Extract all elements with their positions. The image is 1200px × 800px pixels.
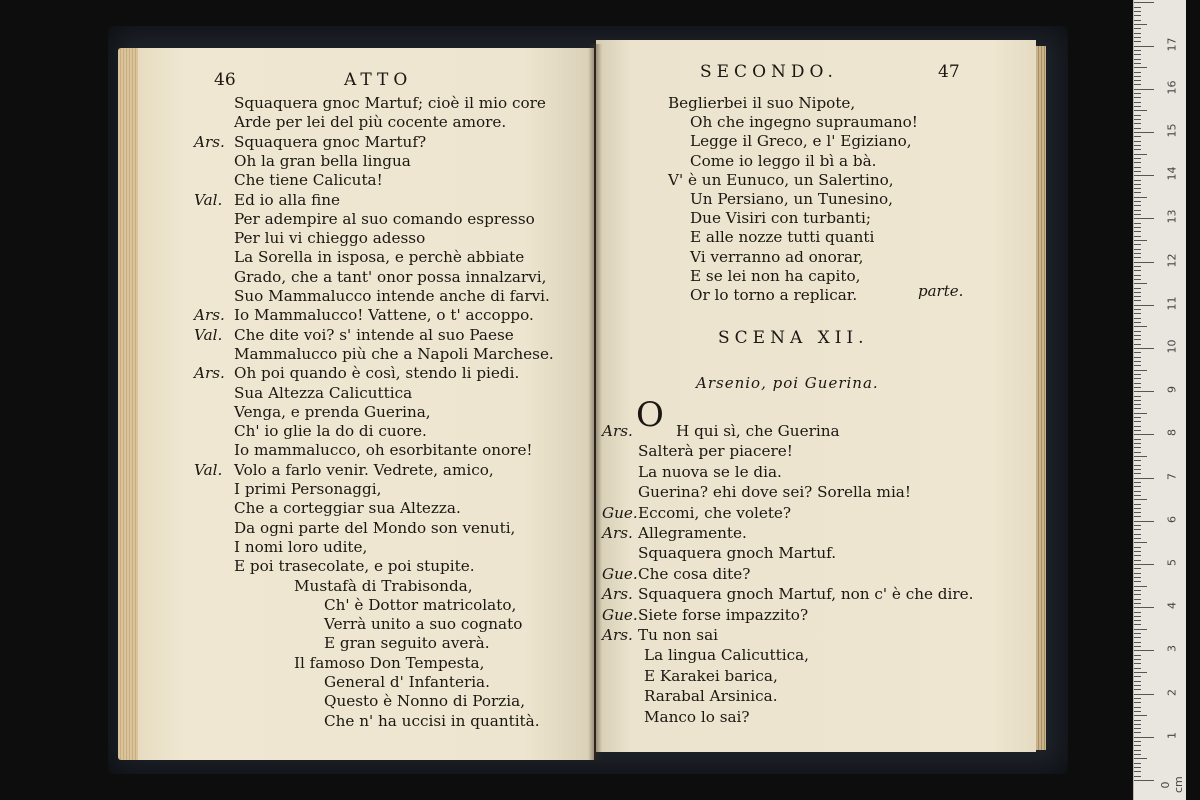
- verse-line: Per adempire al suo comando espresso: [234, 209, 535, 228]
- ruler-tick: [1134, 767, 1141, 768]
- verse-line: General d' Infanteria.: [324, 673, 490, 691]
- ruler-tick: [1134, 54, 1141, 55]
- speaker-label: Gue.: [602, 564, 638, 583]
- ruler-tick: [1134, 84, 1141, 85]
- ruler-tick: [1134, 404, 1141, 405]
- ruler-tick: [1134, 171, 1141, 172]
- ruler-tick: [1134, 162, 1141, 163]
- ruler-tick: [1134, 253, 1141, 254]
- ruler-tick: [1134, 361, 1141, 362]
- ruler-tick: [1134, 154, 1147, 155]
- ruler-tick: [1134, 231, 1141, 232]
- verse-line: Grado, che a tant' onor possa innalzarvi,: [234, 267, 547, 286]
- ruler-tick: [1134, 650, 1154, 651]
- verse-line: Il famoso Don Tempesta,: [294, 653, 485, 672]
- ruler-tick: [1134, 339, 1141, 340]
- ruler-tick: [1134, 102, 1141, 103]
- ruler-label: 5: [1165, 559, 1179, 566]
- ruler-tick: [1134, 110, 1147, 111]
- ruler-tick: [1134, 149, 1141, 150]
- ruler-label: 0 cm: [1159, 776, 1185, 793]
- ruler-tick: [1134, 158, 1141, 159]
- ruler-tick: [1134, 72, 1141, 73]
- ruler-tick: [1134, 542, 1147, 543]
- ruler-tick: [1134, 581, 1141, 582]
- verse-line: Oh la gran bella lingua: [234, 151, 411, 170]
- ruler-tick: [1134, 732, 1141, 733]
- ruler-tick: [1134, 728, 1141, 729]
- speaker-label: Ars.: [602, 422, 633, 440]
- ruler-tick: [1134, 188, 1141, 189]
- ruler-tick: [1134, 223, 1141, 224]
- ruler-tick: [1134, 218, 1154, 219]
- speaker-label: Val.: [194, 325, 223, 344]
- ruler-label: 14: [1165, 166, 1179, 181]
- ruler-tick: [1134, 309, 1141, 310]
- verse-line: Come io leggo il bì a bà.: [690, 151, 877, 170]
- ruler-tick: [1134, 2, 1154, 3]
- ruler-tick: [1134, 201, 1141, 202]
- ruler-tick: [1134, 555, 1141, 556]
- left-page: [138, 48, 594, 760]
- verse-line: Allegramente.: [638, 524, 747, 542]
- ruler-label: 3: [1165, 645, 1179, 653]
- ruler-tick: [1134, 512, 1141, 513]
- ruler-tick: [1134, 469, 1141, 470]
- ruler-tick: [1134, 331, 1141, 332]
- ruler-tick: [1134, 326, 1147, 327]
- ruler-tick: [1134, 478, 1154, 479]
- ruler-tick: [1134, 711, 1141, 712]
- ruler-tick: [1134, 175, 1154, 176]
- ruler-tick: [1134, 37, 1141, 38]
- verse-line: Volo a farlo venir. Vedrete, amico,: [234, 460, 494, 479]
- ruler-tick: [1134, 616, 1141, 617]
- ruler-tick: [1134, 275, 1141, 276]
- ruler-tick: [1134, 443, 1141, 444]
- ruler-tick: [1134, 322, 1141, 323]
- ruler-tick: [1134, 305, 1154, 306]
- verse-line: Da ogni parte del Mondo son venuti,: [234, 518, 516, 537]
- ruler-tick: [1134, 421, 1141, 422]
- ruler-tick: [1134, 387, 1141, 388]
- ruler-tick: [1134, 50, 1141, 51]
- verse-line: Manco lo sai?: [644, 707, 750, 726]
- ruler-tick: [1134, 400, 1141, 401]
- ruler-tick: [1134, 236, 1141, 237]
- ruler-tick: [1134, 750, 1141, 751]
- verse-line: Io Mammalucco! Vattene, o t' accoppo.: [234, 306, 534, 325]
- ruler-tick: [1134, 192, 1141, 193]
- ruler-tick: [1134, 417, 1141, 418]
- verse-line: Che cosa dite?: [638, 564, 751, 583]
- ruler-tick: [1134, 564, 1154, 565]
- ruler-tick: [1134, 715, 1147, 716]
- verse-line: I primi Personaggi,: [234, 480, 382, 498]
- ruler-tick: [1134, 702, 1141, 703]
- ruler-tick: [1134, 495, 1141, 496]
- ruler-tick: [1134, 180, 1141, 181]
- ruler-tick: [1134, 97, 1141, 98]
- verse-line: I nomi loro udite,: [234, 537, 368, 556]
- ruler-tick: [1134, 396, 1141, 397]
- verse-line: Che a corteggiar sua Altezza.: [234, 499, 461, 518]
- ruler-label: 15: [1165, 123, 1179, 138]
- ruler-tick: [1134, 473, 1141, 474]
- ruler-tick: [1134, 296, 1141, 297]
- ruler-tick: [1134, 214, 1141, 215]
- ruler-label: 16: [1165, 80, 1179, 95]
- verse-line: Vi verranno ad onorar,: [690, 247, 864, 266]
- drop-cap: O: [636, 395, 664, 435]
- ruler-tick: [1134, 737, 1154, 738]
- verse-line: Ch' è Dottor matricolato,: [324, 595, 517, 614]
- ruler-tick: [1134, 439, 1141, 440]
- ruler-label: 6: [1165, 515, 1179, 523]
- ruler-tick: [1134, 780, 1154, 781]
- ruler-tick: [1134, 586, 1147, 587]
- ruler-tick: [1134, 573, 1141, 574]
- ruler-tick: [1134, 460, 1141, 461]
- verse-line: V' è un Eunuco, un Salertino,: [668, 170, 894, 189]
- ruler-tick: [1134, 352, 1141, 353]
- ruler-tick: [1134, 240, 1147, 241]
- ruler-tick: [1134, 41, 1141, 42]
- ruler-tick: [1134, 516, 1141, 517]
- ruler-tick: [1134, 560, 1141, 561]
- ruler-tick: [1134, 210, 1141, 211]
- ruler-tick: [1134, 486, 1141, 487]
- ruler-tick: [1134, 59, 1141, 60]
- ruler-tick: [1134, 707, 1141, 708]
- ruler-tick: [1134, 348, 1154, 349]
- ruler-tick: [1134, 76, 1141, 77]
- ruler-tick: [1134, 28, 1141, 29]
- ruler-tick: [1134, 141, 1141, 142]
- ruler-tick: [1134, 119, 1141, 120]
- verse-line: Squaquera gnoch Martuf, non c' è che dire.: [638, 585, 974, 604]
- ruler-tick: [1134, 525, 1141, 526]
- ruler-tick: [1134, 594, 1141, 595]
- ruler-tick: [1134, 63, 1141, 64]
- ruler-tick: [1134, 499, 1147, 500]
- ruler-label: 13: [1165, 209, 1179, 224]
- ruler-tick: [1134, 292, 1141, 293]
- ruler-label: 1: [1165, 731, 1179, 739]
- ruler-tick: [1134, 672, 1147, 673]
- ruler-tick: [1134, 521, 1154, 522]
- verse-line: Oh poi quando è così, stendo li piedi.: [234, 364, 520, 383]
- page-number: 47: [938, 62, 960, 82]
- verse-line: Siete forse impazzito?: [638, 605, 809, 624]
- ruler-tick: [1134, 89, 1154, 90]
- speaker-label: Gue.: [602, 605, 638, 624]
- measuring-ruler: [1133, 0, 1186, 800]
- ruler-tick: [1134, 262, 1154, 263]
- verse-line: Ed io alla fine: [234, 190, 341, 209]
- ruler-tick: [1134, 279, 1141, 280]
- verse-line: Questo è Nonno di Porzia,: [324, 692, 526, 711]
- verse-line: Beglierbei il suo Nipote,: [668, 94, 856, 112]
- ruler-tick: [1134, 344, 1141, 345]
- ruler-tick: [1134, 123, 1141, 124]
- ruler-tick: [1134, 106, 1141, 107]
- ruler-tick: [1134, 590, 1141, 591]
- ruler-tick: [1134, 659, 1141, 660]
- page-edges-left: [118, 48, 140, 760]
- running-header: SECONDO.: [700, 62, 838, 82]
- ruler-tick: [1134, 724, 1141, 725]
- ruler-tick: [1134, 452, 1141, 453]
- ruler-tick: [1134, 132, 1154, 133]
- ruler-tick: [1134, 270, 1141, 271]
- verse-line: Due Visiri con turbanti;: [690, 209, 871, 228]
- ruler-tick: [1134, 408, 1141, 409]
- ruler-tick: [1134, 663, 1141, 664]
- ruler-tick: [1134, 300, 1141, 301]
- ruler-tick: [1134, 646, 1141, 647]
- book-gutter: [588, 44, 602, 760]
- ruler-tick: [1134, 763, 1141, 764]
- ruler-tick: [1134, 668, 1141, 669]
- ruler-tick: [1134, 637, 1141, 638]
- running-header: ATTO: [344, 70, 413, 90]
- verse-line: Eccomi, che volete?: [638, 503, 792, 522]
- ruler-tick: [1134, 694, 1154, 695]
- ruler-tick: [1134, 612, 1141, 613]
- verse-line: Arde per lei del più cocente amore.: [234, 113, 507, 132]
- verse-line: Or lo torno a replicar.: [690, 286, 858, 304]
- speaker-label: Ars.: [194, 306, 225, 325]
- ruler-tick: [1134, 681, 1141, 682]
- ruler-tick: [1134, 313, 1141, 314]
- verse-line: Mustafà di Trabisonda,: [294, 576, 473, 595]
- ruler-tick: [1134, 227, 1141, 228]
- ruler-tick: [1134, 534, 1141, 535]
- ruler-tick: [1134, 374, 1141, 375]
- ruler-tick: [1134, 115, 1141, 116]
- ruler-tick: [1134, 205, 1141, 206]
- ruler-tick: [1134, 504, 1141, 505]
- ruler-tick: [1134, 136, 1141, 137]
- ruler-tick: [1134, 33, 1141, 34]
- speaker-label: Val.: [194, 190, 223, 209]
- ruler-tick: [1134, 167, 1141, 168]
- verse-line: Venga, e prenda Guerina,: [234, 402, 431, 421]
- ruler-tick: [1134, 447, 1141, 448]
- ruler-tick: [1134, 599, 1141, 600]
- verse-line: Che n' ha uccisi in quantità.: [324, 711, 540, 730]
- verse-line: Che dite voi? s' intende al suo Paese: [234, 325, 514, 344]
- speaker-label: Val.: [194, 460, 223, 479]
- verse-line: Salterà per piacere!: [638, 442, 793, 461]
- ruler-tick: [1134, 335, 1141, 336]
- ruler-label: 4: [1165, 602, 1179, 610]
- ruler-tick: [1134, 629, 1147, 630]
- ruler-tick: [1134, 80, 1141, 81]
- ruler-tick: [1134, 456, 1147, 457]
- ruler-tick: [1134, 426, 1141, 427]
- verse-line: La Sorella in isposa, e perchè abbiate: [234, 248, 525, 267]
- verse-line: Tu non sai: [638, 626, 718, 644]
- ruler-tick: [1134, 685, 1141, 686]
- verse-line: Oh che ingegno supraumano!: [690, 113, 918, 132]
- ruler-tick: [1134, 413, 1147, 414]
- ruler-tick: [1134, 741, 1141, 742]
- ruler-tick: [1134, 603, 1141, 604]
- verse-line: Suo Mammalucco intende anche di farvi.: [234, 287, 550, 305]
- ruler-tick: [1134, 430, 1141, 431]
- ruler-tick: [1134, 758, 1147, 759]
- ruler-tick: [1134, 197, 1147, 198]
- speaker-label: Ars.: [602, 524, 633, 542]
- stage-direction: Arsenio, poi Guerina.: [696, 374, 879, 392]
- ruler-label: 2: [1165, 688, 1179, 696]
- ruler-label: 17: [1165, 37, 1179, 52]
- verse-line: Un Persiano, un Tunesino,: [690, 190, 893, 208]
- ruler-tick: [1134, 633, 1141, 634]
- verse-line: La nuova se le dia.: [638, 462, 782, 481]
- ruler-tick: [1134, 11, 1141, 12]
- verse-line: Sua Altezza Calicuttica: [234, 383, 413, 402]
- ruler-tick: [1134, 266, 1141, 267]
- verse-line: Squaquera gnoch Martuf.: [638, 544, 837, 563]
- verse-line: Ch' io glie la do di cuore.: [234, 422, 427, 441]
- ruler-tick: [1134, 720, 1141, 721]
- ruler-tick: [1134, 676, 1141, 677]
- ruler-tick: [1134, 624, 1141, 625]
- verse-line: E Karakei barica,: [644, 666, 778, 685]
- ruler-tick: [1134, 754, 1141, 755]
- verse-line: Rarabal Arsinica.: [644, 687, 778, 706]
- verse-line: Io mammalucco, oh esorbitante onore!: [234, 441, 533, 460]
- ruler-tick: [1134, 434, 1154, 435]
- ruler-tick: [1134, 547, 1141, 548]
- ruler-tick: [1134, 145, 1141, 146]
- ruler-label: 7: [1165, 472, 1179, 480]
- stage-exit-note: parte.: [918, 282, 964, 300]
- speaker-label: Gue.: [602, 503, 638, 522]
- ruler-tick: [1134, 244, 1141, 245]
- verse-line: Mammalucco più che a Napoli Marchese.: [234, 344, 554, 363]
- verse-line: Squaquera gnoc Martuf?: [234, 132, 427, 151]
- ruler-tick: [1134, 776, 1141, 777]
- ruler-tick: [1134, 655, 1141, 656]
- verse-line: E poi trasecolate, e poi stupite.: [234, 557, 475, 576]
- ruler-tick: [1134, 370, 1147, 371]
- ruler-tick: [1134, 551, 1141, 552]
- ruler-label: 8: [1165, 429, 1179, 437]
- verse-line: Che tiene Calicuta!: [234, 171, 383, 190]
- ruler-tick: [1134, 249, 1141, 250]
- ruler-tick: [1134, 568, 1141, 569]
- speaker-label: Ars.: [194, 364, 225, 383]
- ruler-tick: [1134, 20, 1141, 21]
- ruler-tick: [1134, 698, 1141, 699]
- ruler-tick: [1134, 93, 1141, 94]
- ruler-tick: [1134, 378, 1141, 379]
- speaker-label: Ars.: [194, 132, 225, 151]
- ruler-tick: [1134, 607, 1154, 608]
- ruler-tick: [1134, 318, 1141, 319]
- scene-title: SCENA XII.: [718, 328, 869, 348]
- right-page: [596, 40, 1036, 752]
- ruler-label: 12: [1165, 253, 1179, 268]
- ruler-tick: [1134, 184, 1141, 185]
- ruler-tick: [1134, 538, 1141, 539]
- ruler-tick: [1134, 771, 1141, 772]
- verse-line: E gran seguito averà.: [324, 634, 490, 653]
- verse-line: H qui sì, che Guerina: [676, 422, 840, 440]
- ruler-label: 10: [1165, 339, 1179, 354]
- ruler-tick: [1134, 365, 1141, 366]
- ruler-tick: [1134, 383, 1141, 384]
- ruler-tick: [1134, 67, 1147, 68]
- ruler-tick: [1134, 577, 1141, 578]
- verse-line: Squaquera gnoc Martuf; cioè il mio core: [234, 94, 546, 112]
- ruler-tick: [1134, 46, 1154, 47]
- ruler-tick: [1134, 357, 1141, 358]
- verse-line: Per lui vi chieggo adesso: [234, 229, 426, 248]
- ruler-tick: [1134, 529, 1141, 530]
- ruler-tick: [1134, 465, 1141, 466]
- ruler-tick: [1134, 689, 1141, 690]
- verse-line: Guerina? ehi dove sei? Sorella mia!: [638, 483, 911, 502]
- speaker-label: Ars.: [602, 626, 633, 644]
- ruler-tick: [1134, 128, 1141, 129]
- ruler-tick: [1134, 391, 1154, 392]
- ruler-tick: [1134, 288, 1141, 289]
- ruler-label: 9: [1165, 386, 1179, 394]
- verse-line: E alle nozze tutti quanti: [690, 228, 875, 247]
- ruler-tick: [1134, 745, 1141, 746]
- verse-line: E se lei non ha capito,: [690, 266, 861, 285]
- verse-line: Legge il Greco, e l' Egiziano,: [690, 132, 912, 151]
- page-number: 46: [214, 70, 236, 90]
- ruler-tick: [1134, 508, 1141, 509]
- ruler-tick: [1134, 15, 1141, 16]
- ruler-tick: [1134, 257, 1141, 258]
- verse-line: Verrà unito a suo cognato: [324, 615, 523, 634]
- ruler-tick: [1134, 283, 1147, 284]
- ruler-tick: [1134, 620, 1141, 621]
- ruler-tick: [1134, 482, 1141, 483]
- speaker-label: Ars.: [602, 585, 633, 604]
- ruler-tick: [1134, 24, 1147, 25]
- ruler-label: 11: [1165, 296, 1179, 311]
- ruler-tick: [1134, 7, 1141, 8]
- verse-line: La lingua Calicuttica,: [644, 646, 809, 665]
- ruler-tick: [1134, 491, 1141, 492]
- ruler-tick: [1134, 642, 1141, 643]
